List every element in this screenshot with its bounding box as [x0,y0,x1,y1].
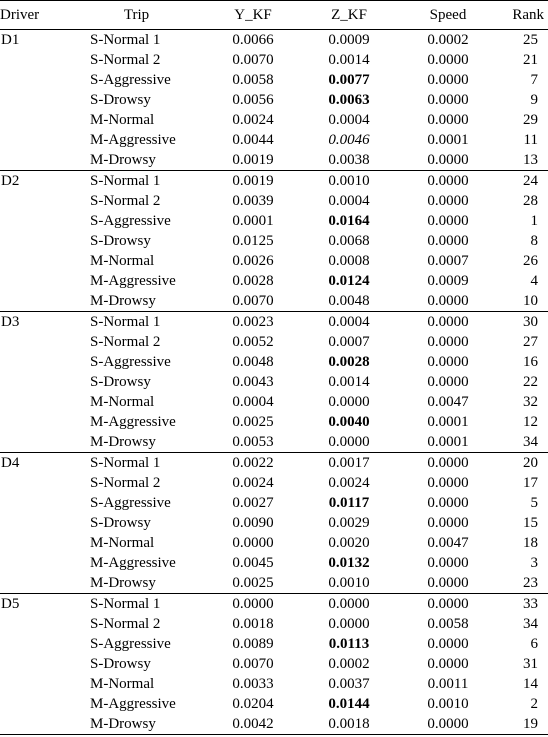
z-kf-cell: 0.0113 [328,636,370,652]
y-kf-cell: 0.0024 [232,112,274,128]
trip-cell: S-Normal 1 [90,455,161,471]
table-row [0,392,548,412]
y-kf-cell: 0.0026 [232,253,274,269]
z-kf-cell: 0.0000 [328,616,370,632]
rank-cell: 24 [523,173,538,189]
rank-cell: 8 [530,233,538,249]
rank-cell: 33 [523,596,538,612]
driver-cell [0,493,68,513]
table-row [0,614,548,634]
y-kf-cell: 0.0204 [232,696,274,712]
driver-cell [0,70,68,90]
rank-cell: 10 [523,293,538,309]
trip-cell: S-Normal 2 [90,193,161,209]
z-kf-cell: 0.0040 [328,414,370,430]
trip-cell: S-Drowsy [90,515,151,531]
speed-cell: 0.0000 [427,112,469,128]
speed-cell: 0.0000 [427,233,469,249]
driver-group-d3 [0,312,548,453]
z-kf-cell: 0.0020 [328,535,370,551]
rank-cell: 9 [530,92,538,108]
table-row [0,594,548,615]
z-kf-cell: 0.0009 [328,32,370,48]
z-kf-cell: 0.0000 [328,434,370,450]
speed-cell: 0.0000 [427,152,469,168]
driver-cell [0,714,68,735]
trip-cell: S-Aggressive [90,495,171,511]
z-kf-cell: 0.0038 [328,152,370,168]
trip-cell: M-Aggressive [90,414,176,430]
table-row [0,533,548,553]
trip-cell: M-Drowsy [90,293,156,309]
trip-cell: S-Normal 1 [90,314,161,330]
table-row [0,412,548,432]
table-row [0,493,548,513]
speed-cell: 0.0000 [427,354,469,370]
rank-cell: 11 [523,132,538,148]
y-kf-cell: 0.0001 [232,213,274,229]
y-kf-cell: 0.0025 [232,414,274,430]
table-row [0,30,548,51]
table-row [0,674,548,694]
speed-cell: 0.0000 [427,92,469,108]
driver-cell [0,332,68,352]
table-row [0,553,548,573]
trip-cell: M-Aggressive [90,696,176,712]
z-kf-cell: 0.0063 [328,92,370,108]
z-kf-cell: 0.0007 [328,334,370,350]
driver-cell [0,392,68,412]
rank-cell: 26 [523,253,538,269]
table-header [0,1,548,30]
table-row [0,231,548,251]
rank-cell: 28 [523,193,538,209]
y-kf-cell: 0.0039 [232,193,274,209]
y-kf-cell: 0.0125 [232,233,274,249]
speed-cell: 0.0010 [427,696,469,712]
rank-cell: 7 [530,72,538,88]
y-kf-cell: 0.0004 [232,394,274,410]
y-kf-cell: 0.0024 [232,475,274,491]
driver-cell [0,110,68,130]
speed-cell: 0.0000 [427,173,469,189]
y-kf-cell: 0.0089 [232,636,274,652]
driver-cell [0,553,68,573]
y-kf-cell: 0.0000 [232,535,274,551]
table-row [0,50,548,70]
speed-cell: 0.0000 [427,72,469,88]
y-kf-cell: 0.0070 [232,52,274,68]
rank-cell: 16 [523,354,538,370]
rank-cell: 18 [523,535,538,551]
speed-cell: 0.0000 [427,314,469,330]
driver-cell [0,372,68,392]
speed-cell: 0.0011 [427,676,469,692]
z-kf-cell: 0.0144 [328,696,370,712]
driver-group-d1 [0,30,548,171]
z-kf-cell: 0.0017 [328,455,370,471]
table-row [0,291,548,312]
trip-cell: M-Aggressive [90,273,176,289]
table-row [0,654,548,674]
y-kf-cell: 0.0056 [232,92,274,108]
speed-cell: 0.0000 [427,575,469,591]
driver-cell [0,533,68,553]
z-kf-cell: 0.0004 [328,193,370,209]
rank-cell: 22 [523,374,538,390]
header-z-kf: Z_KF [331,7,367,23]
table-row [0,90,548,110]
rank-cell: 27 [523,334,538,350]
trip-cell: M-Aggressive [90,555,176,571]
driver-cell [0,513,68,533]
trip-cell: M-Drowsy [90,716,156,732]
table-row [0,714,548,735]
y-kf-cell: 0.0000 [232,596,274,612]
table-row [0,473,548,493]
speed-cell: 0.0000 [427,555,469,571]
table-row [0,634,548,654]
rank-cell: 29 [523,112,538,128]
driver-cell: D2 [1,173,20,189]
rank-cell: 34 [523,616,538,632]
driver-cell: D5 [1,596,20,612]
trip-cell: M-Normal [90,112,155,128]
z-kf-cell: 0.0014 [328,374,370,390]
z-kf-cell: 0.0008 [328,253,370,269]
driver-cell [0,130,68,150]
rank-cell: 15 [523,515,538,531]
trip-cell: M-Drowsy [90,575,156,591]
rank-cell: 2 [530,696,538,712]
speed-cell: 0.0000 [427,193,469,209]
trip-cell: S-Aggressive [90,213,171,229]
rank-cell: 30 [523,314,538,330]
trip-cell: S-Aggressive [90,72,171,88]
rank-cell: 14 [523,676,538,692]
y-kf-cell: 0.0018 [232,616,274,632]
z-kf-cell: 0.0046 [328,132,370,148]
driver-cell [0,50,68,70]
z-kf-cell: 0.0132 [328,555,370,571]
table-row [0,130,548,150]
trip-cell: S-Aggressive [90,354,171,370]
y-kf-cell: 0.0053 [232,434,274,450]
trip-cell: S-Normal 2 [90,475,161,491]
y-kf-cell: 0.0066 [232,32,274,48]
z-kf-cell: 0.0037 [328,676,370,692]
trip-cell: M-Normal [90,394,155,410]
y-kf-cell: 0.0045 [232,555,274,571]
driver-cell [0,674,68,694]
speed-cell: 0.0000 [427,52,469,68]
table-row [0,312,548,333]
rank-cell: 6 [530,636,538,652]
driver-group-d2 [0,171,548,312]
z-kf-cell: 0.0048 [328,293,370,309]
table-row [0,251,548,271]
speed-cell: 0.0007 [427,253,469,269]
table-row [0,694,548,714]
driver-cell [0,694,68,714]
y-kf-cell: 0.0028 [232,273,274,289]
y-kf-cell: 0.0042 [232,716,274,732]
table-row [0,352,548,372]
z-kf-cell: 0.0004 [328,314,370,330]
y-kf-cell: 0.0044 [232,132,274,148]
y-kf-cell: 0.0070 [232,656,274,672]
table-row [0,432,548,453]
driver-cell: D3 [1,314,20,330]
speed-cell: 0.0000 [427,515,469,531]
header-row [0,1,548,30]
driver-group-d5 [0,594,548,735]
table-row [0,110,548,130]
z-kf-cell: 0.0000 [328,596,370,612]
speed-cell: 0.0000 [427,374,469,390]
table-row [0,332,548,352]
rank-cell: 17 [523,475,538,491]
driver-cell [0,614,68,634]
table-row [0,191,548,211]
driver-cell [0,634,68,654]
speed-cell: 0.0002 [427,32,469,48]
driver-cell [0,90,68,110]
z-kf-cell: 0.0010 [328,173,370,189]
trip-cell: S-Normal 1 [90,173,161,189]
driver-cell [0,211,68,231]
y-kf-cell: 0.0090 [232,515,274,531]
z-kf-cell: 0.0164 [328,213,370,229]
speed-cell: 0.0000 [427,475,469,491]
driver-cell [0,251,68,271]
z-kf-cell: 0.0024 [328,475,370,491]
rank-cell: 21 [523,52,538,68]
trip-cell: S-Drowsy [90,656,151,672]
y-kf-cell: 0.0058 [232,72,274,88]
speed-cell: 0.0000 [427,596,469,612]
driver-cell [0,352,68,372]
driver-cell [0,654,68,674]
rank-cell: 5 [530,495,538,511]
table-row [0,211,548,231]
trip-cell: S-Normal 1 [90,596,161,612]
trip-cell: S-Drowsy [90,233,151,249]
trip-cell: S-Normal 2 [90,52,161,68]
trip-cell: S-Drowsy [90,374,151,390]
speed-cell: 0.0000 [427,455,469,471]
driver-cell [0,473,68,493]
speed-cell: 0.0000 [427,334,469,350]
z-kf-cell: 0.0014 [328,52,370,68]
rank-cell: 31 [523,656,538,672]
rank-cell: 3 [530,555,538,571]
trip-cell: M-Normal [90,535,155,551]
speed-cell: 0.0047 [427,394,469,410]
y-kf-cell: 0.0043 [232,374,274,390]
z-kf-cell: 0.0004 [328,112,370,128]
rank-cell: 23 [523,575,538,591]
trip-cell: S-Normal 1 [90,32,161,48]
speed-cell: 0.0058 [427,616,469,632]
driver-cell [0,150,68,171]
rank-cell: 1 [530,213,538,229]
y-kf-cell: 0.0019 [232,152,274,168]
rank-cell: 13 [523,152,538,168]
driver-cell: D4 [1,455,20,471]
y-kf-cell: 0.0022 [232,455,274,471]
trip-cell: S-Drowsy [90,92,151,108]
driver-cell [0,191,68,211]
y-kf-cell: 0.0052 [232,334,274,350]
rank-cell: 4 [530,273,538,289]
z-kf-cell: 0.0000 [328,394,370,410]
table-row [0,150,548,171]
trip-cell: M-Aggressive [90,132,176,148]
trip-cell: M-Normal [90,676,155,692]
rank-cell: 34 [523,434,538,450]
z-kf-cell: 0.0002 [328,656,370,672]
y-kf-cell: 0.0033 [232,676,274,692]
trip-cell: M-Normal [90,253,155,269]
rank-cell: 32 [523,394,538,410]
rank-cell: 12 [523,414,538,430]
trip-cell: S-Aggressive [90,636,171,652]
rank-cell: 25 [523,32,538,48]
speed-cell: 0.0000 [427,293,469,309]
header-y-kf: Y_KF [234,7,272,23]
z-kf-cell: 0.0028 [328,354,370,370]
table-row [0,271,548,291]
table-row [0,372,548,392]
y-kf-cell: 0.0070 [232,293,274,309]
y-kf-cell: 0.0025 [232,575,274,591]
z-kf-cell: 0.0010 [328,575,370,591]
speed-cell: 0.0000 [427,716,469,732]
speed-cell: 0.0000 [427,636,469,652]
z-kf-cell: 0.0018 [328,716,370,732]
driver-cell [0,432,68,453]
table-row [0,70,548,90]
y-kf-cell: 0.0027 [232,495,274,511]
y-kf-cell: 0.0048 [232,354,274,370]
driver-cell [0,573,68,594]
header-speed: Speed [429,7,467,23]
z-kf-cell: 0.0068 [328,233,370,249]
header-rank: Rank [512,7,544,23]
speed-cell: 0.0001 [427,434,469,450]
speed-cell: 0.0000 [427,495,469,511]
driver-cell: D1 [1,32,20,48]
speed-cell: 0.0009 [427,273,469,289]
trip-cell: S-Normal 2 [90,616,161,632]
rank-cell: 19 [523,716,538,732]
y-kf-cell: 0.0023 [232,314,274,330]
z-kf-cell: 0.0029 [328,515,370,531]
rank-cell: 20 [523,455,538,471]
table-row [0,513,548,533]
header-driver: Driver [0,7,40,23]
trip-cell: S-Normal 2 [90,334,161,350]
header-trip: Trip [123,7,150,23]
speed-cell: 0.0001 [427,414,469,430]
driver-cell [0,271,68,291]
trip-cell: M-Drowsy [90,152,156,168]
trip-cell: M-Drowsy [90,434,156,450]
table-row [0,573,548,594]
speed-cell: 0.0001 [427,132,469,148]
driver-cell [0,412,68,432]
speed-cell: 0.0047 [427,535,469,551]
z-kf-cell: 0.0117 [328,495,370,511]
speed-cell: 0.0000 [427,213,469,229]
y-kf-cell: 0.0019 [232,173,274,189]
table-row [0,453,548,474]
z-kf-cell: 0.0124 [328,273,370,289]
driver-cell [0,231,68,251]
z-kf-cell: 0.0077 [328,72,370,88]
driver-group-d4 [0,453,548,594]
table-row [0,171,548,192]
driver-cell [0,291,68,312]
speed-cell: 0.0000 [427,656,469,672]
